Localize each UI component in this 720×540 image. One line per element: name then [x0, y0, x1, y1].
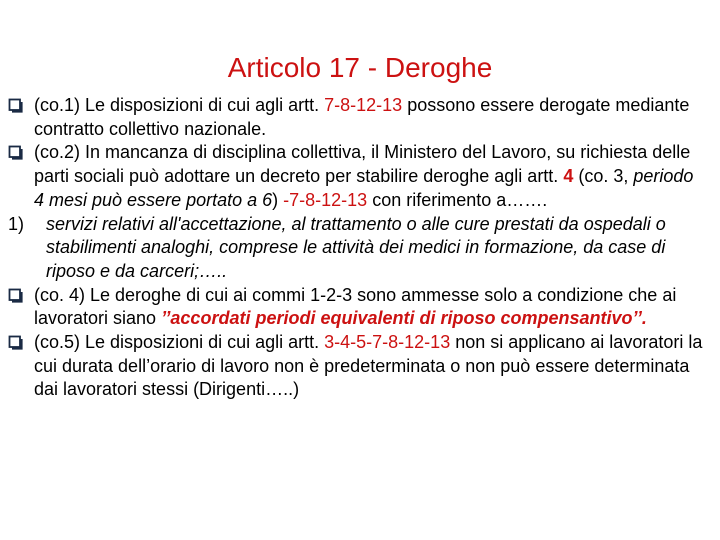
- checkbox-bullet-icon: [8, 335, 24, 351]
- article-numbers: -7-8-12-13: [283, 189, 368, 210]
- item-number: 1): [8, 213, 25, 234]
- item-text: (co. 4) Le deroghe di cui ai commi 1-2-3 sono ammesse solo a condizione che ai lavoratori siano: [34, 284, 677, 329]
- content-list: [8, 94, 708, 402]
- item-text: servizi relativi all'accettazione, al trattamento o alle cure prestati da ospedali o stabilimenti analoghi, comprese le attività dei medici in formazione, da case di riposo e da carceri;…..: [46, 213, 666, 281]
- article-numbers: 4: [563, 166, 574, 187]
- checkbox-bullet-icon: [8, 288, 24, 304]
- list-item: [8, 284, 708, 331]
- item-text: (co.2) In mancanza di disciplina collettiva, il Ministero del Lavoro, su richiesta delle parti sociali può adottare un decreto per stabilire deroghe agli artt.: [34, 142, 691, 187]
- item-quote: ’’accordati periodi equivalenti di riposo compensantivo’’.: [161, 308, 647, 329]
- list-item: [8, 94, 708, 141]
- item-text: non si applicano ai lavoratori la cui durata dell’orario di lavoro non è predeterminata o non può essere determinata dai lavoratori stessi (Dirigenti…..): [34, 332, 703, 400]
- article-numbers: 7-8-12-13: [324, 95, 403, 115]
- item-text: possono essere derogate mediante contratto collettivo nazionale.: [34, 95, 690, 139]
- item-text: ): [272, 189, 284, 210]
- checkbox-bullet-icon: [8, 145, 24, 161]
- item-text: con riferimento a…….: [367, 189, 548, 210]
- item-text: (co.5) Le disposizioni di cui agli artt.: [34, 332, 325, 353]
- list-item-numbered: [8, 213, 708, 284]
- item-text: (co. 3,: [573, 166, 634, 187]
- list-item: [8, 331, 708, 402]
- item-note: periodo 4 mesi può essere portato a 6: [34, 166, 694, 210]
- page-title: Articolo 17 - Deroghe: [227, 52, 493, 83]
- checkbox-bullet-icon: [8, 98, 24, 114]
- article-numbers: 3-4-5-7-8-12-13: [324, 332, 451, 353]
- item-text: (co.1) Le disposizioni di cui agli artt.: [34, 95, 325, 115]
- list-item: [8, 141, 708, 212]
